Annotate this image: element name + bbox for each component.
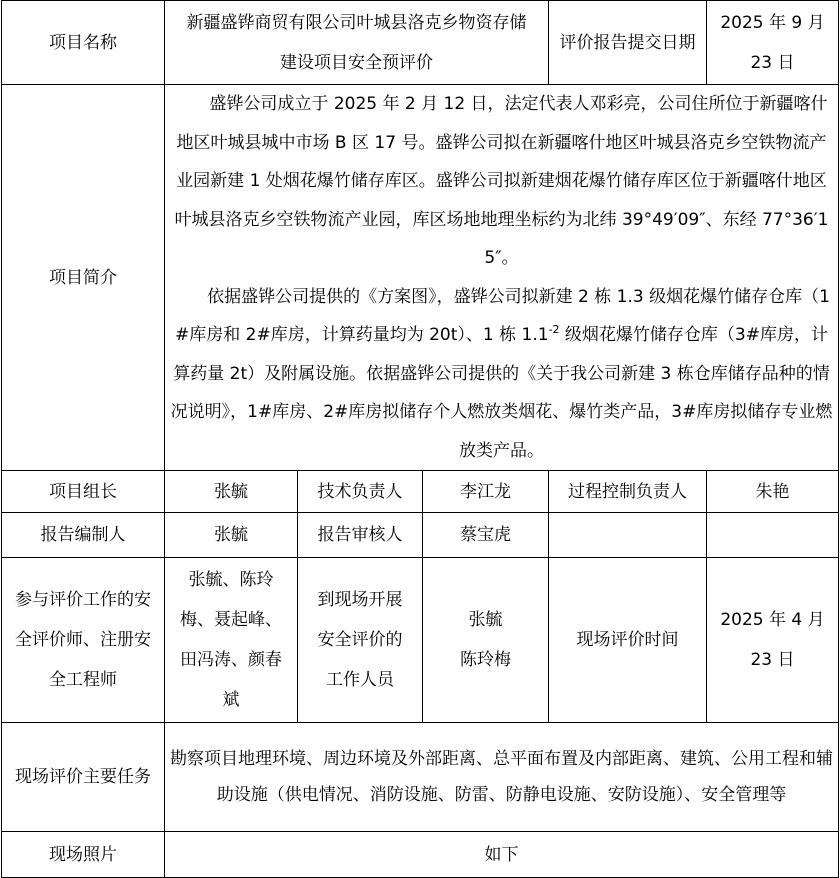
value-team-leader: 张毓 — [165, 471, 298, 513]
intro-p2-part-a: 依据盛铧公司提供的《方案图》，盛铧公司拟新建 2 栋 1.3 级烟花爆竹储存仓库（1#库房和 2#库房，计算药量均为 20t）、1 栋 1.1 — [174, 286, 830, 345]
label-onsite-staff: 到现场开展安全评价的工作人员 — [298, 558, 423, 723]
label-team-leader: 项目组长 — [2, 471, 165, 513]
label-tech-lead: 技术负责人 — [298, 471, 423, 513]
row-participants — [2, 558, 839, 723]
label-report-writer: 报告编制人 — [2, 513, 165, 558]
label-project-intro: 项目简介 — [2, 85, 165, 471]
value-tech-lead: 李江龙 — [423, 471, 549, 513]
label-process-lead: 过程控制负责人 — [549, 471, 707, 513]
value-report-writer: 张毓 — [165, 513, 298, 558]
value-main-tasks: 勘察项目地理环境、周边环境及外部距离、总平面布置及内部距离、建筑、公用工程和辅助设施（供电情况、消防设施、防雷、防静电设施、安防设施）、安全管理等 — [165, 723, 839, 832]
value-participants: 张毓、陈玲梅、聂起峰、田冯涛、颜春斌 — [165, 558, 298, 723]
intro-p2-part-b: 级烟花爆竹储存仓库（3#库房，计算药量 2t）及附属设施。依据盛铧公司提供的《关于我公司新建 3 栋仓库储存品种的情况说明》，1#库房、2#库房拟储存个人燃放类烟花、爆竹类产品，3#库房拟储存专业燃放类产品。 — [170, 325, 833, 461]
label-project-name: 项目名称 — [2, 1, 165, 85]
label-report-reviewer: 报告审核人 — [298, 513, 423, 558]
row-project-intro — [2, 85, 839, 471]
row-report-writer — [2, 513, 839, 558]
onsite-staff-1: 张毓 — [468, 610, 503, 630]
label-submit-date: 评价报告提交日期 — [549, 1, 707, 85]
intro-paragraph-2 — [169, 278, 834, 471]
label-participants: 参与评价工作的安全评价师、注册安全工程师 — [2, 558, 165, 723]
empty-cell-2 — [707, 513, 839, 558]
value-onsite-time: 2025 年 4 月 23 日 — [707, 558, 839, 723]
intro-paragraph-1: 盛铧公司成立于 2025 年 2 月 12 日，法定代表人邓彩亮，公司住所位于新疆喀什地区叶城县城中市场 B 区 17 号。盛铧公司拟在新疆喀什地区叶城县洛克乡空铁物流产业园新建 1 处烟花爆竹储存库区。盛铧公司拟新建烟花爆竹储存库区位于新疆喀什地区叶城县洛克乡空铁物流产业园，库区场地地理坐标约为北纬 39°49′09″、东经 77°36′15″。 — [174, 94, 829, 268]
value-onsite-staff — [423, 558, 549, 723]
label-onsite-time: 现场评价时间 — [549, 558, 707, 723]
row-main-tasks — [2, 723, 839, 832]
value-photos: 如下 — [165, 832, 839, 878]
value-process-lead: 朱艳 — [707, 471, 839, 513]
intro-p2-superscript: -2 — [548, 323, 560, 336]
row-photos — [2, 832, 839, 878]
row-project-name — [2, 1, 839, 85]
value-submit-date: 2025 年 9 月 23 日 — [707, 1, 839, 85]
row-team-leader — [2, 471, 839, 513]
label-main-tasks: 现场评价主要任务 — [2, 723, 165, 832]
value-project-name: 新疆盛铧商贸有限公司叶城县洛克乡物资存储建设项目安全预评价 — [165, 1, 549, 85]
onsite-staff-2: 陈玲梅 — [460, 650, 511, 670]
value-report-reviewer: 蔡宝虎 — [423, 513, 549, 558]
label-photos: 现场照片 — [2, 832, 165, 878]
value-project-intro — [165, 85, 839, 471]
project-info-table — [1, 0, 839, 878]
empty-cell-1 — [549, 513, 707, 558]
